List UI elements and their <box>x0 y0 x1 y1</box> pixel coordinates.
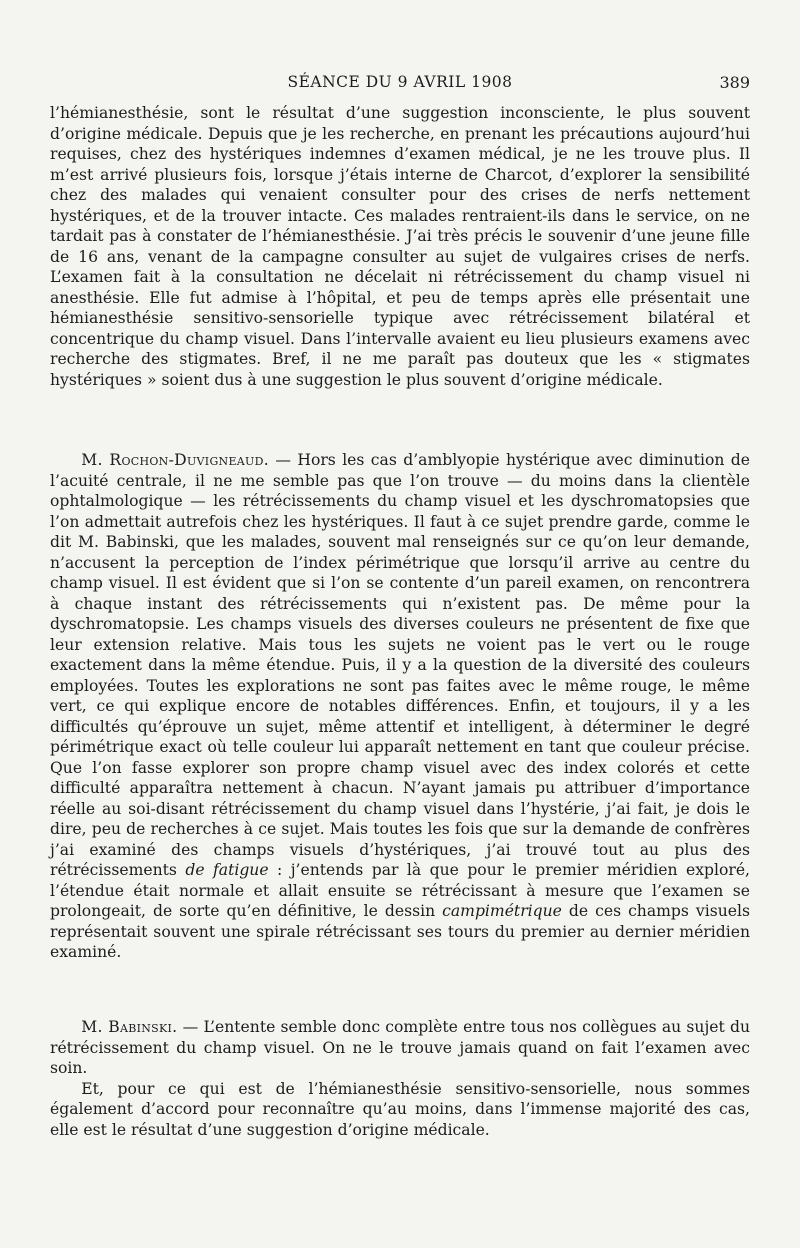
paragraph-text: : j’entends par là que pour le premier méridien exploré, l’étendue était normale et allait ensuite se rétrécissant à mesure que l’examen se prolongeait, de sorte qu’en définitive, le dessin <box>50 861 750 920</box>
paragraph-text: Et, pour ce qui est de l’hémianesthésie sensitivo-sensorielle, nous sommes également d’accord pour reconnaître qu’au moins, dans l’immense majorité des cas, elle est le résultat d’une suggestion d’origine médicale. <box>50 1079 750 1139</box>
paragraph-rochon-duvigneaud <box>50 450 750 963</box>
speaker-name: M. Rochon-Duvigneaud. <box>81 451 269 469</box>
paragraph-continuation <box>50 103 750 390</box>
paragraph-text: l’hémianesthésie, sont le résultat d’une suggestion inconsciente, le plus souvent d’origine médicale. Depuis que je les recherche, en prenant les précautions aujourd’hui requises, chez des hystériques indemnes d’examen médical, je ne les trouve plus. Il m’est arrivé plusieurs fois, lorsque j’étais interne de Charcot, d’explorer la sensibilité chez des malades qui venaient consulter pour des crises de nerfs nettement hystériques, et de la trouver intacte. Ces malades rentraient-ils dans le service, on ne tardait pas à constater de l’hémianesthésie. J’ai très précis le souvenir d’une jeune fille de 16 ans, venant de la campagne consulter au sujet de vulgaires crises de nerfs. L’examen fait à la consultation ne décelait ni rétrécissement du champ visuel ni anesthésie. Elle fut admise à l’hôpital, et peu de temps après elle présentait une hémianesthésie sensitivo-sensorielle typique avec rétrécissement bilatéral et concentrique du champ visuel. Dans l’intervalle avaient eu lieu plusieurs examens avec recherche des stigmates. Bref, il ne me paraît pas douteux que les « stigmates hystériques » soient dus à une suggestion le plus souvent d’origine médicale. <box>50 104 750 389</box>
italic-term: de fatigue <box>185 861 269 879</box>
header-title: SÉANCE DU 9 AVRIL 1908 <box>287 73 513 91</box>
paragraph-babinski <box>50 1017 750 1140</box>
paragraph-text: de ces champs visuels représentait souvent une spirale rétrécissant ses tours du premier au dernier méridien examiné. <box>50 902 750 961</box>
running-header <box>50 73 750 99</box>
speaker-name: M. Babinski. <box>81 1018 178 1036</box>
paragraph-text: — L’entente semble donc complète entre tous nos collègues au sujet du rétrécissement du champ visuel. On ne le trouve jamais quand on fait l’examen avec soin. <box>50 1018 750 1077</box>
italic-term: campimétrique <box>442 902 562 920</box>
paragraph-text: — Hors les cas d’amblyopie hystérique avec diminution de l’acuité centrale, il ne me semble pas que l’on trouve — du moins dans la clientèle ophtalmologique — les rétrécissements du champ visuel et les dyschromatopsies que l’on admettait autrefois chez les hystériques. Il faut à ce sujet prendre garde, comme le dit M. Babinski, que les malades, souvent mal renseignés sur ce qu’on leur demande, n’accusent la perception de l’index périmétrique que lorsqu’il arrive au centre du champ visuel. Il est évident que si l’on se contente d’un pareil examen, on rencontrera à chaque instant des rétrécissements qui n’existent pas. De même pour la dyschromatopsie. Les champs visuels des diverses couleurs ne présentent de fixe que leur extension relative. Mais tous les sujets ne voient pas le vert ou le rouge exactement dans la même étendue. Puis, il y a la question de la diversité des couleurs employées. Toutes les explorations ne sont pas faites avec le même rouge, le même vert, ce qui explique encore de notables différences. Enfin, et toujours, il y a les difficultés qu’éprouve un sujet, même attentif et intelligent, à déterminer le degré périmétrique exact où telle couleur lui apparaît nettement en tant que couleur précise. Que l’on fasse explorer son propre champ visuel avec des index colorés et cette difficulté apparaîtra nettement à chacun. N’ayant jamais pu attribuer d’importance réelle au soi-disant rétrécissement du champ visuel dans l’hystérie, j’ai fait, je dois le dire, peu de recherches à ce sujet. Mais toutes les fois que sur la demande de confrères j’ai examiné des champs visuels d’hystériques, j’ai trouvé tout au plus des rétrécissements <box>50 451 751 879</box>
paragraph-body <box>50 1017 750 1079</box>
paragraph-body <box>50 450 750 963</box>
page-number: 389 <box>719 73 750 92</box>
